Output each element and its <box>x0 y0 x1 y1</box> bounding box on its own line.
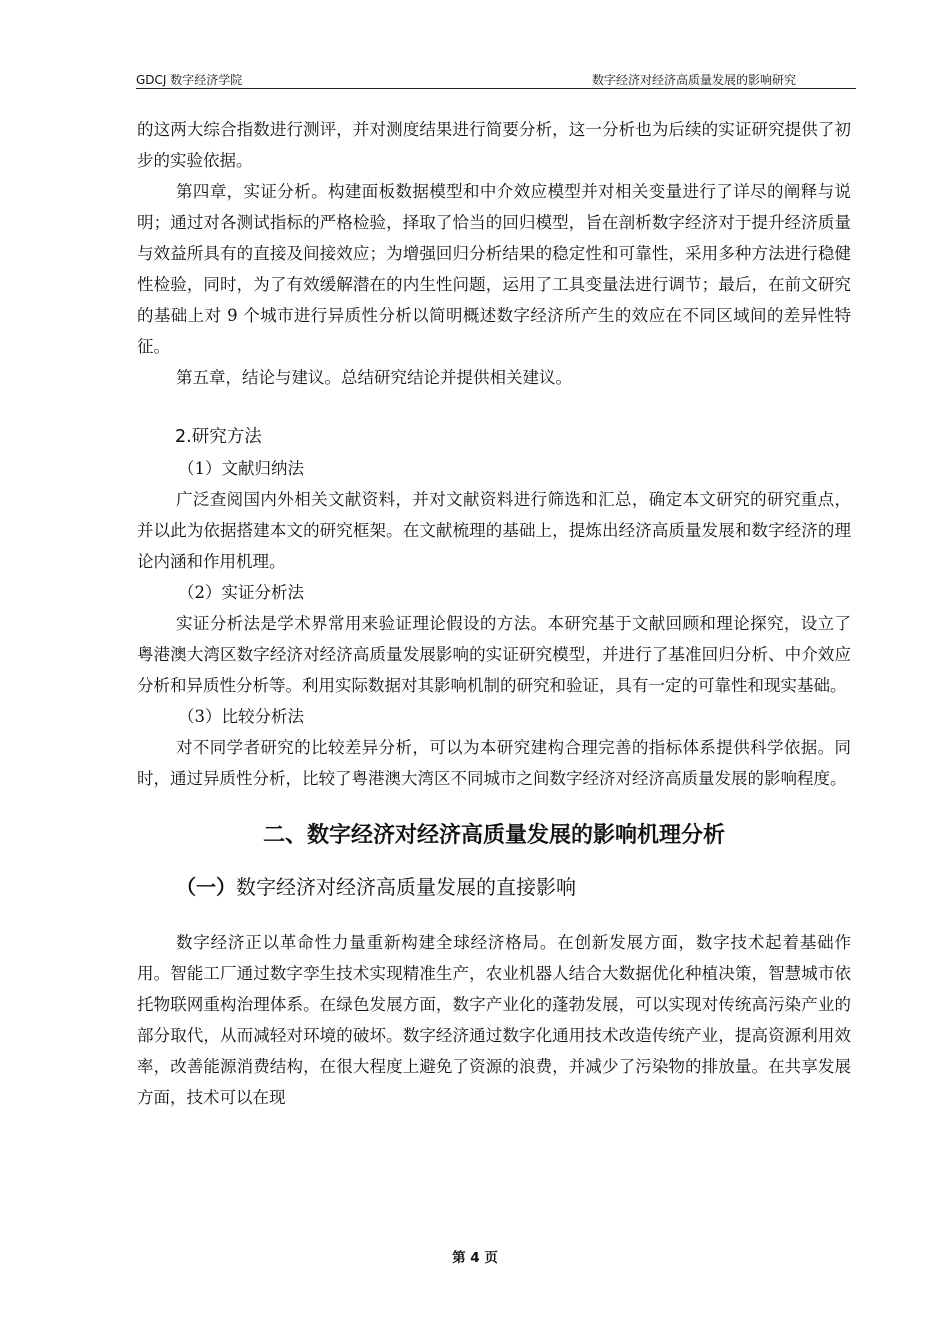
header-left-text: GDCJ 数字经济学院 <box>136 73 243 87</box>
page-number: 第 4 页 <box>452 1250 498 1266</box>
header-divider <box>136 88 856 89</box>
method-2-text: 实证分析法是学术界常用来验证理论假设的方法。本研究基于文献回顾和理论探究，设立了粤港澳大湾区数字经济对经济高质量发展影响的实证研究模型，并进行了基准回归分析、中介效应分析和异质性分析等。利用实际数据对其影响机制的研究和验证，具有一定的可靠性和现实基础。 <box>137 614 851 695</box>
document-body <box>137 114 851 1113</box>
method-1-title: （1）文献归纳法 <box>178 459 304 478</box>
spacer <box>137 901 851 927</box>
method-1-text: 广泛查阅国内外相关文献资料，并对文献资料进行筛选和汇总，确定本文研究的研究重点，并以此为依据搭建本文的研究框架。在文献梳理的基础上，提炼出经济高质量发展和数字经济的理论内涵和作用机理。 <box>137 490 851 571</box>
methods-heading: 2.研究方法 <box>175 427 262 447</box>
subsection-title <box>137 873 851 901</box>
paragraph-chapter-five: 第五章，结论与建议。总结研究结论并提供相关建议。 <box>176 368 572 387</box>
paragraph-chapter-four: 第四章，实证分析。构建面板数据模型和中介效应模型并对相关变量进行了详尽的阐释与说明；通过对各测试指标的严格检验，择取了恰当的回归模型，旨在剖析数字经济对于提升经济质量与效益所具有的直接及间接效应；为增强回归分析结果的稳定性和可靠性，采用多种方法进行稳健性检验，同时，为了有效缓解潜在的内生性问题，运用了工具变量法进行调节；最后，在前文研究的基础上对 9 个城市进行异质性分析以简明概述数字经济所产生的效应在不同区域间的差异性特征。 <box>137 182 851 356</box>
method-3-text: 对不同学者研究的比较差异分析，可以为本研究建构合理完善的指标体系提供科学依据。同时，通过异质性分析，比较了粤港澳大湾区不同城市之间数字经济对经济高质量发展的影响程度。 <box>137 738 851 788</box>
section-title: 二、数字经济对经济高质量发展的影响机理分析 <box>262 823 725 848</box>
method-3-title: （3）比较分析法 <box>178 707 304 726</box>
header-right-text: 数字经济对经济高质量发展的影响研究 <box>591 73 796 87</box>
subsection-number: （一） <box>176 875 236 899</box>
spacer <box>137 851 851 873</box>
spacer <box>137 794 851 821</box>
page-header <box>136 70 856 88</box>
paragraph-continuation: 的这两大综合指数进行测评，并对测度结果进行简要分析，这一分析也为后续的实证研究提供了初步的实验依据。 <box>137 120 851 170</box>
method-2-title: （2）实证分析法 <box>178 583 304 602</box>
spacer <box>137 393 851 422</box>
paragraph-direct-impact: 数字经济正以革命性力量重新构建全球经济格局。在创新发展方面，数字技术起着基础作用。智能工厂通过数字孪生技术实现精准生产，农业机器人结合大数据优化种植决策，智慧城市依托物联网重构治理体系。在绿色发展方面，数字产业化的蓬勃发展，可以实现对传统高污染产业的部分取代，从而减轻对环境的破坏。数字经济通过数字化通用技术改造传统产业，提高资源利用效率，改善能源消费结构，在很大程度上避免了资源的浪费，并减少了污染物的排放量。在共享发展方面，技术可以在现 <box>137 933 851 1107</box>
subsection-text: 数字经济对经济高质量发展的直接影响 <box>236 875 576 899</box>
